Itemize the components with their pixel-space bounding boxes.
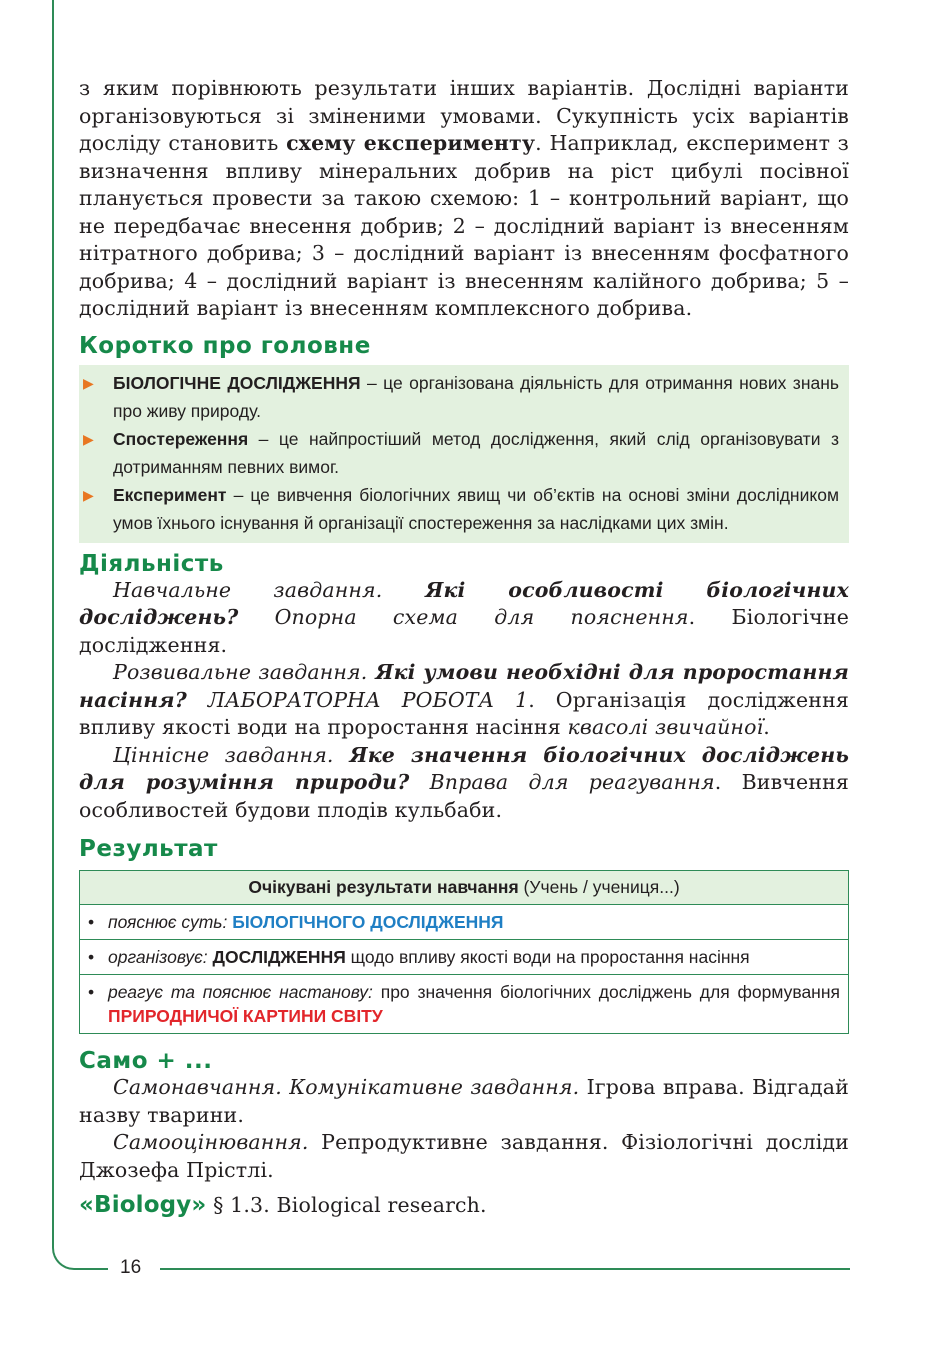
task-type: Навчальне завдання. xyxy=(113,577,383,602)
intro-text-a: з яким порівнюють результати інших варіантів. Дослідні варіанти організовуються зі зміненими умовами. Сукупність усіх варіантів досліду становить xyxy=(79,76,849,155)
biology-label: «Biology» xyxy=(79,1192,207,1218)
summary-text: – це організована діяльність для отримання нових знань про живу природу. xyxy=(113,372,840,421)
task-type: Розвивальне завдання. xyxy=(113,660,368,684)
summary-heading: Коротко про головне xyxy=(79,332,371,359)
task-rest: . Організація дослідження впливу якості води на проростання насіння xyxy=(79,687,849,739)
page-content xyxy=(79,75,849,1220)
biology-reference xyxy=(79,1192,849,1220)
self-line xyxy=(79,1074,849,1129)
task-rest: . Вивчення особливостей будови плодів кульбаби. xyxy=(79,770,849,822)
summary-text: – це вивчення біологічних явищ чи об’єктів на основі зміни дослідником умов їхнього існування й організації спостереження за наслідками цих змін. xyxy=(113,484,839,533)
result-term: БІОЛОГІЧНОГО ДОСЛІДЖЕННЯ xyxy=(232,912,504,932)
activity-task: Розвивальне завдання. Які умови необхідні для проростання насіння? ЛАБОРАТОРНА РОБОТА 1. Організація дослідження впливу якості води на проростання насіння квасолі звичайної. xyxy=(79,660,850,739)
summary-text: – це найпростіший метод дослідження, який слід організовувати з дотриманням певних вимог. xyxy=(113,428,839,477)
task-method: Опорна схема для пояснення xyxy=(238,605,689,629)
result-verb: організовує: xyxy=(108,947,208,967)
self-line-rest: Репродуктивне завдання. Фізіологічні досліди Джозефа Прістлі. xyxy=(79,1130,849,1182)
footer-rule xyxy=(160,1268,850,1270)
results-table-header xyxy=(80,871,848,905)
results-row xyxy=(80,975,848,1033)
triangle-bullet-icon: ▶ xyxy=(83,430,94,447)
results-heading: Результат xyxy=(79,836,218,862)
task-rest: . Біологічне дослідження. xyxy=(79,605,850,657)
self-line-italic: Самооцінювання. xyxy=(113,1130,309,1154)
intro-bold-term: схему експерименту xyxy=(286,131,536,155)
biology-text: § 1.3. Biological research. xyxy=(206,1193,487,1217)
task-type: Ціннісне завдання. xyxy=(113,742,334,767)
triangle-bullet-icon: ▶ xyxy=(83,374,94,391)
task-question: Які умови необхідні для проростання насіння? xyxy=(79,660,850,712)
triangle-bullet-icon: ▶ xyxy=(83,486,94,503)
task-rest-italic: квасолі звичайної xyxy=(567,715,764,739)
task-question: Яке значення біологічних досліджень для розуміння природи? xyxy=(79,742,849,794)
bullet-dot: • xyxy=(88,982,95,1002)
task-question: Які особливості біологічних досліджень? xyxy=(79,577,849,629)
page-number: 16 xyxy=(120,1257,142,1278)
activity-heading: Діяльність xyxy=(79,550,224,577)
results-table xyxy=(79,870,849,1034)
summary-item xyxy=(83,425,839,481)
task-method: ЛАБОРАТОРНА РОБОТА 1 xyxy=(186,687,529,712)
summary-term: Експеримент xyxy=(113,484,227,505)
result-term: ПРИРОДНИЧОЇ КАРТИНИ СВІТУ xyxy=(108,1006,383,1026)
summary-term: Спостереження xyxy=(113,428,249,449)
result-term: ДОСЛІДЖЕННЯ xyxy=(212,947,346,967)
bullet-dot: • xyxy=(88,947,95,967)
task-method: Вправа для реагування xyxy=(409,770,715,794)
intro-text-b: . Наприклад, експеримент з визначення впливу мінеральних добрив на ріст цибулі посівної планується провести за такою схемою: 1 – контрольний варіант, що не передбачає внесення добрив; 2 – дослідний варіант із внесенням нітратного добрива; 3 – дослідний варіант із внесенням фосфатного добрива; 4 – дослідний варіант із внесенням калійного добрива; 5 – дослідний варіант із внесенням комплексного добрива. xyxy=(79,131,850,320)
summary-box xyxy=(79,365,849,543)
intro-paragraph xyxy=(79,75,849,323)
bullet-dot: • xyxy=(88,912,95,932)
results-row xyxy=(80,905,848,940)
self-line-italic: Самонавчання. Комунікативне завдання. xyxy=(113,1075,580,1099)
summary-term: БІОЛОГІЧНЕ ДОСЛІДЖЕННЯ xyxy=(113,372,361,393)
self-line xyxy=(79,1129,849,1184)
activity-task xyxy=(79,577,849,660)
activity-task xyxy=(79,742,849,825)
results-header-bold: Очікувані результати навчання xyxy=(248,877,519,897)
self-heading: Само + ... xyxy=(79,1048,213,1074)
result-text-before: про значення біологічних досліджень для формування xyxy=(372,982,840,1002)
results-row xyxy=(80,940,848,975)
result-verb: реагує та пояснює настанову: xyxy=(108,982,373,1002)
results-header-rest: (Учень / учениця...) xyxy=(518,877,680,897)
summary-item xyxy=(83,481,839,537)
result-text-after: щодо впливу якості води на проростання насіння xyxy=(345,947,750,967)
result-verb: пояснює суть: xyxy=(108,912,228,932)
self-line-rest: Ігрова вправа. Відгадай назву тварини. xyxy=(79,1075,849,1127)
summary-item xyxy=(83,369,840,425)
